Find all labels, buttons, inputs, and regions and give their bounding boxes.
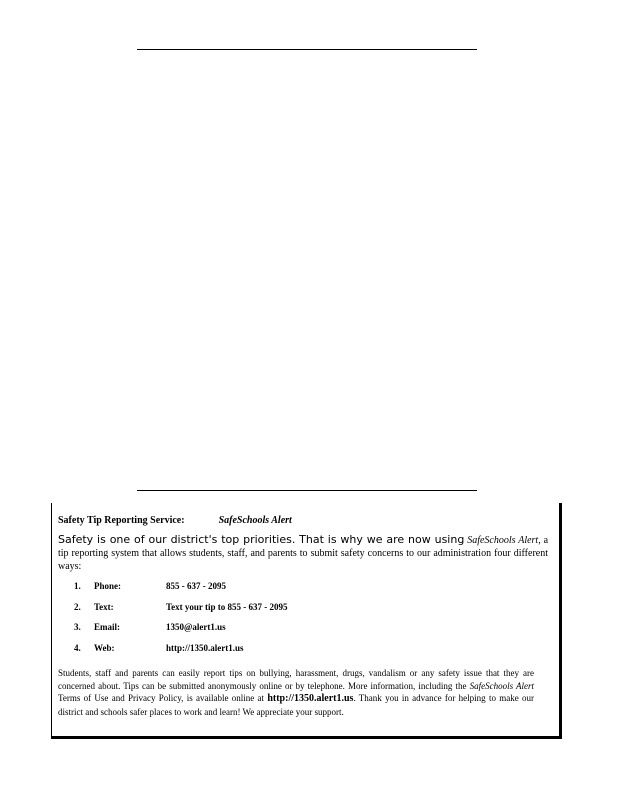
list-item-number: 4. xyxy=(74,642,81,653)
intro-rest: , a tip reporting system that allows students, staff, and parents to submit safety concerns to our administration four different ways: xyxy=(58,535,549,572)
list-item-label: Web: xyxy=(94,642,115,653)
email-address: 1350@alert1.us xyxy=(166,622,226,632)
closing-part-2: Terms of Use and Privacy Policy, is available online at xyxy=(58,693,265,703)
closing-brand-name: SafeSchools Alert xyxy=(469,680,534,691)
closing-url: http://1350.alert1.us xyxy=(267,693,354,704)
top-divider-line xyxy=(137,49,477,50)
list-item-number: 3. xyxy=(74,622,81,632)
bottom-divider-line xyxy=(137,490,477,491)
intro-lead-sentence: Safety is one of our district's top priorities. That is why we are now using xyxy=(58,533,465,546)
closing-part-3: . Thank you in advance for helping to make our district and schools safer places to work and learn! We appreciate your support. xyxy=(58,693,535,717)
intro-brand-name: SafeSchools Alert xyxy=(467,535,539,546)
safety-tip-notice-box xyxy=(51,503,562,739)
heading-brand-name: SafeSchools Alert xyxy=(218,515,292,526)
notice-heading xyxy=(58,515,292,526)
heading-service-label: Safety Tip Reporting Service: xyxy=(58,515,185,526)
list-item-label: Phone: xyxy=(94,581,121,591)
list-item-number: 2. xyxy=(74,601,81,612)
list-item-label: Text: xyxy=(94,601,114,612)
intro-paragraph xyxy=(58,533,548,573)
web-address: http://1350.alert1.us xyxy=(166,642,244,653)
list-item-number: 1. xyxy=(74,581,81,591)
closing-paragraph xyxy=(58,667,534,718)
text-instructions: Text your tip to 855 - 637 - 2095 xyxy=(166,601,288,612)
list-item-label: Email: xyxy=(94,622,120,632)
phone-number: 855 - 637 - 2095 xyxy=(166,581,226,591)
closing-part-1: Students, staff and parents can easily report tips on bullying, harassment, drugs, vandalism or any safety issue that they are concerned about. Tips can be submitted anonymously online or by telephone. More information, including the xyxy=(58,668,534,691)
